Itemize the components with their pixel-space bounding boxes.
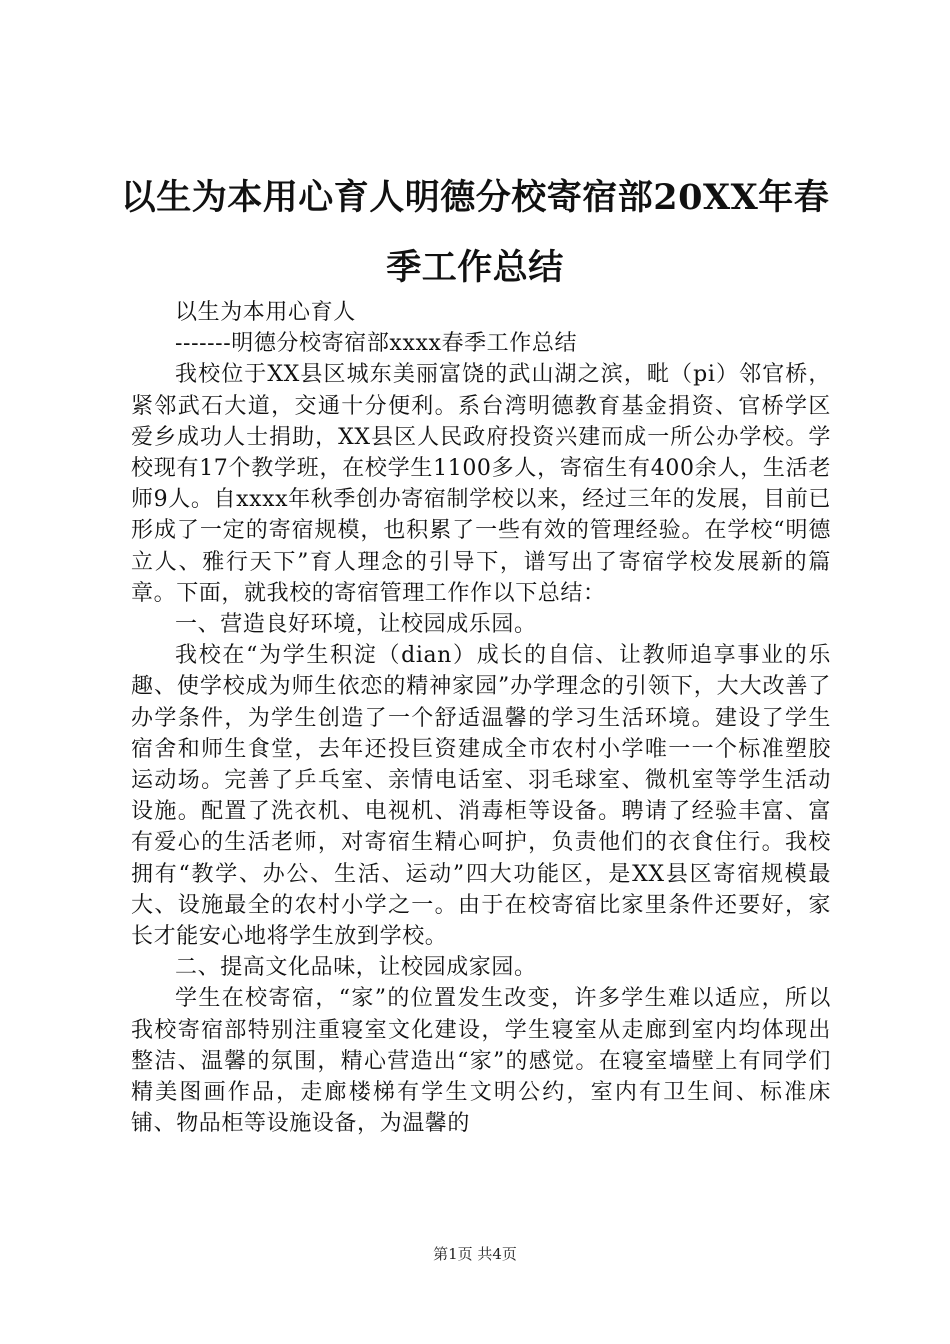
document-title [120,163,830,303]
subtitle-dash-line: -------明德分校寄宿部xxxx春季工作总结 [175,331,578,357]
section-heading-1: 一、营造良好环境，让校园成乐园。 [175,612,537,638]
paragraph-intro: 我校位于XX县区城东美丽富饶的武山湖之滨，毗（pi）邻官桥，紧邻武石大道，交通十分便利。系台湾明德教育基金捐资、官桥学区爱乡成功人士捐助，XX县区人民政府投资兴建而成一所公办学校。学校现有17个教学班，在校学生1100多人，寄宿生有400余人，生活老师9人。自xxxx年秋季创办寄宿制学校以来，经过三年的发展，目前已形成了一定的寄宿规模，也积累了一些有效的管理经验。在学校“明德立人、雅行天下”育人理念的引导下，谱写出了寄宿学校发展新的篇章。下面，就我校的寄宿管理工作作以下总结： [131,362,831,606]
page-footer: 第1页 共4页 [433,1245,517,1263]
title-line-2: 季工作总结 [386,247,564,288]
subtitle-line: 以生为本用心育人 [175,300,356,325]
title-line-1: 以生为本用心育人明德分校寄宿部20XX年春 [120,177,830,218]
section-heading-2: 二、提高文化品味，让校园成家园。 [175,955,537,981]
document-body [131,297,831,1139]
paragraph-section-2: 学生在校寄宿，“家”的位置发生改变，许多学生难以适应，所以我校寄宿部特别注重寝室文化建设，学生寝室从走廊到室内均体现出整洁、温馨的氛围，精心营造出“家”的感觉。在寝室墙壁上有同学们精美图画作品，走廊楼梯有学生文明公约，室内有卫生间、标准床铺、物品柜等设施设备，为温馨的 [131,986,831,1137]
paragraph-section-1: 我校在“为学生积淀（dian）成长的自信、让教师追享事业的乐趣、使学校成为师生依恋的精神家园”办学理念的引领下，大大改善了办学条件，为学生创造了一个舒适温馨的学习生活环境。建设了学生宿舍和师生食堂，去年还投巨资建成全市农村小学唯一一个标准塑胶运动场。完善了乒乓室、亲情电话室、羽毛球室、微机室等学生活动设施。配置了洗衣机、电视机、消毒柜等设备。聘请了经验丰富、富有爱心的生活老师，对寄宿生精心呵护，负责他们的衣食住行。我校拥有“教学、办公、生活、运动”四大功能区，是XX县区寄宿规模最大、设施最全的农村小学之一。由于在校寄宿比家里条件还要好，家长才能安心地将学生放到学校。 [131,643,831,950]
